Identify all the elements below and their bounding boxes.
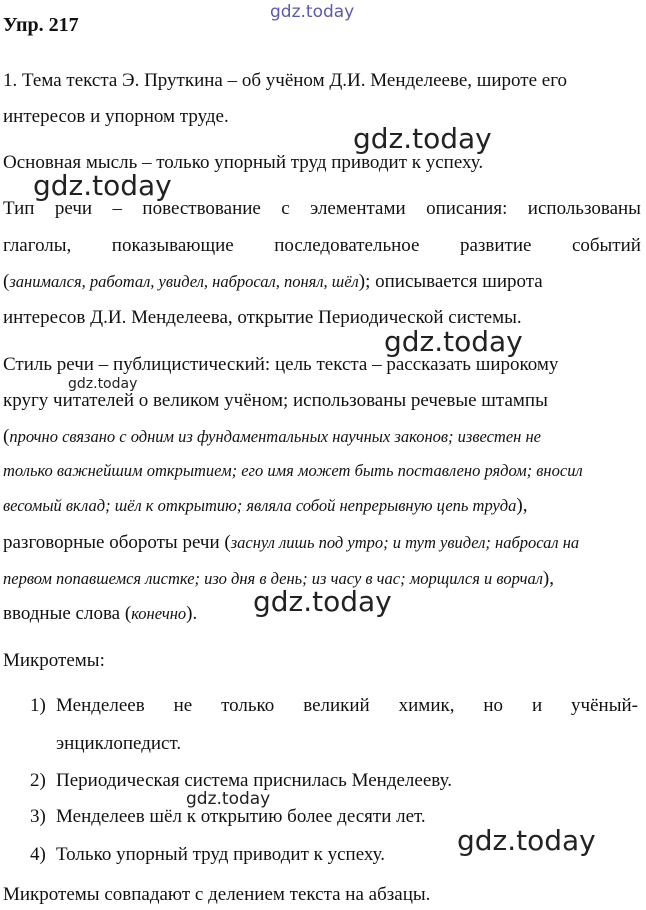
watermark: gdz.today (353, 122, 492, 155)
style-line-4: только важнейшим открытием; его имя может быть поставлено рядом; вносил (3, 461, 583, 480)
microthemes-conclusion: Микротемы совпадают с делением текста на абзацы. (3, 884, 431, 905)
list-item: 2) Периодическая система приснилась Менделееву. (30, 770, 452, 791)
list-item: 3) Менделеев шёл к открытию более десяти лет. (30, 806, 426, 827)
theme-line-2: интересов и упорном труде. (3, 106, 229, 127)
style-line-2: кругу читателей о великом учёном; использованы речевые штампы (3, 390, 548, 411)
watermark: gdz.today (33, 169, 172, 202)
watermark: gdz.today (457, 824, 596, 857)
watermark: gdz.today (270, 2, 355, 22)
speech-type-line-2: глаголы, показывающие последовательное развитие событий (3, 235, 641, 256)
speech-type-line-3: (занимался, работал, увидел, набросал, понял, шёл); описывается широта (3, 271, 543, 292)
watermark: gdz.today (253, 585, 392, 618)
style-line-8: вводные слова (конечно). (3, 603, 198, 624)
list-item-continuation: энциклопедист. (56, 733, 182, 754)
theme-line-1: 1. Тема текста Э. Пруткина – об учёном Д.И. Менделееве, широте его (3, 70, 568, 91)
style-line-7: первом попавшемся листке; изо дня в день; из часу в час; морщился и ворчал), (3, 568, 554, 589)
list-item: 4) Только упорный труд приводит к успеху. (30, 844, 386, 865)
style-line-1: Стиль речи – публицистический: цель текста – рассказать широкому (3, 354, 559, 375)
speech-type-line-4: интересов Д.И. Менделеева, открытие Периодической системы. (3, 307, 522, 328)
style-line-5: весомый вклад; шёл к открытию; являла собой непрерывную цепь труда), (3, 495, 528, 516)
watermark: gdz.today (186, 789, 271, 809)
main-idea: Основная мысль – только упорный труд приводит к успеху. (3, 152, 484, 173)
list-item: 1) Менделеев не только великий химик, но и учёный- (30, 695, 638, 716)
watermark: gdz.today (68, 376, 138, 392)
style-line-6: разговорные обороты речи (заснул лишь под утро; и тут увидел; набросал на (3, 532, 580, 553)
exercise-title: Упр. 217 (3, 14, 79, 36)
speech-type-line-1: Тип речи – повествование с элементами описания: использованы (3, 198, 641, 219)
microthemes-heading: Микротемы: (3, 650, 105, 671)
style-line-3: (прочно связано с одним из фундаментальных научных законов; известен не (3, 426, 541, 447)
watermark: gdz.today (384, 325, 523, 358)
